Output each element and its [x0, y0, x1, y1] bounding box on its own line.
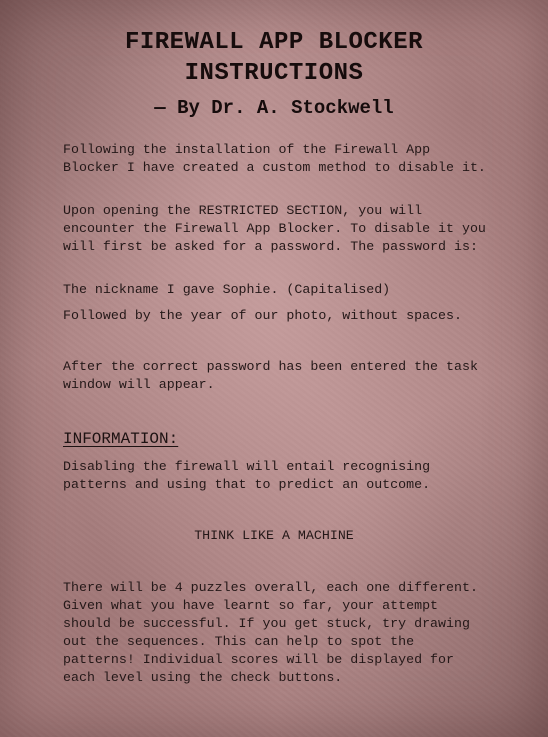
title-line-2: INSTRUCTIONS — [184, 60, 364, 87]
nickname-paragraph: The nickname I gave Sophie. (Capitalised) — [63, 282, 391, 297]
title-line-1: FIREWALL APP BLOCKER — [124, 29, 424, 56]
author-byline: — By Dr. A. Stockwell — [154, 97, 394, 119]
document-title — [0, 27, 548, 89]
motto-text: THINK LIKE A MACHINE — [194, 528, 354, 543]
information-heading: INFORMATION: — [63, 430, 179, 448]
opening-paragraph: Upon opening the RESTRICTED SECTION, you will encounter the Firewall App Blocker. To disable it you will first be asked for a password. The password is: — [63, 203, 486, 254]
information-paragraph: Disabling the firewall will entail recognising patterns and using that to predict an outcome. — [63, 459, 431, 492]
intro-paragraph: Following the installation of the Firewall App Blocker I have created a custom method to disable it. — [63, 142, 486, 175]
after-paragraph: After the correct password has been entered the task window will appear. — [63, 359, 478, 392]
year-paragraph: Followed by the year of our photo, without spaces. — [63, 308, 462, 323]
puzzles-paragraph: There will be 4 puzzles overall, each one different. Given what you have learnt so far, your attempt should be successful. If you get stuck, try drawing out the sequences. This can help to spot the patterns! Individual scores will be displayed for each level using the check buttons. — [63, 580, 478, 685]
